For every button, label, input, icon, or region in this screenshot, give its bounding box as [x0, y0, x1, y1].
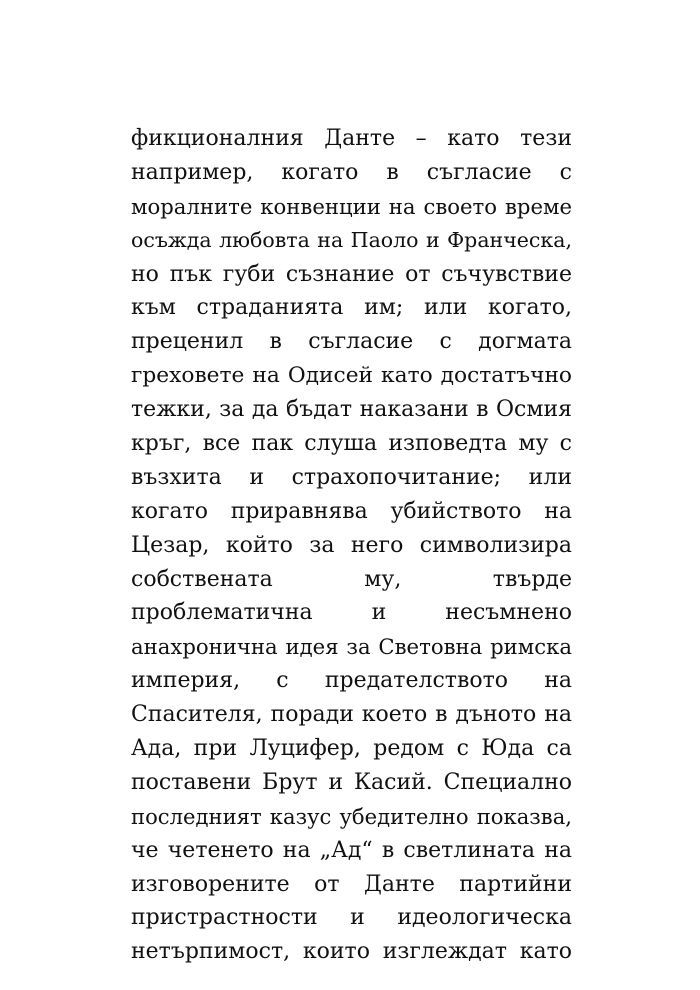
text-line: греховете на Одисей като достатъчно — [131, 363, 572, 389]
body-text — [131, 122, 572, 969]
text-line: анахронична идея за Световна римска — [131, 634, 572, 660]
text-line: фикционалния Данте – като тези — [131, 126, 572, 151]
text-line: Ада, при Луцифер, редом с Юда са — [131, 736, 572, 762]
text-line: моралните конвенции на своето време — [131, 193, 572, 219]
text-line: Спасителя, поради което в дъното на — [131, 702, 572, 728]
text-line: например, когато в съгласие с — [131, 159, 572, 185]
text-line: изговорените от Данте партийни — [131, 871, 572, 897]
text-line: пристрастности и идеологическа — [131, 905, 572, 931]
text-line: преценил в съгласие с догмата — [131, 329, 572, 355]
text-line: последният казус убедително показва, — [131, 803, 572, 829]
text-line: Цезар, който за него символизира — [131, 532, 572, 558]
text-line: осъжда любовта на Паоло и Франческа, — [131, 227, 572, 252]
text-line: тежки, за да бъдат наказани в Осмия — [131, 397, 572, 423]
text-line: но пък губи съзнание от съчувствие — [131, 261, 572, 287]
text-line: нетърпимост, които изглеждат като — [131, 939, 572, 965]
text-line: проблематична и несъмнено — [131, 600, 572, 626]
text-line: кръг, все пак слуша изповедта му с — [131, 431, 572, 457]
text-line: когато приравнява убийството на — [131, 498, 572, 524]
text-line: собствената му, твърде — [131, 566, 572, 592]
text-line: към страданията им; или когато, — [131, 295, 572, 321]
text-line: империя, с предателството на — [131, 668, 572, 694]
text-line: поставени Брут и Касий. Специално — [131, 769, 572, 795]
text-line: възхита и страхопочитание; или — [131, 464, 572, 490]
text-line: че четенето на „Ад“ в светлината на — [131, 837, 572, 863]
